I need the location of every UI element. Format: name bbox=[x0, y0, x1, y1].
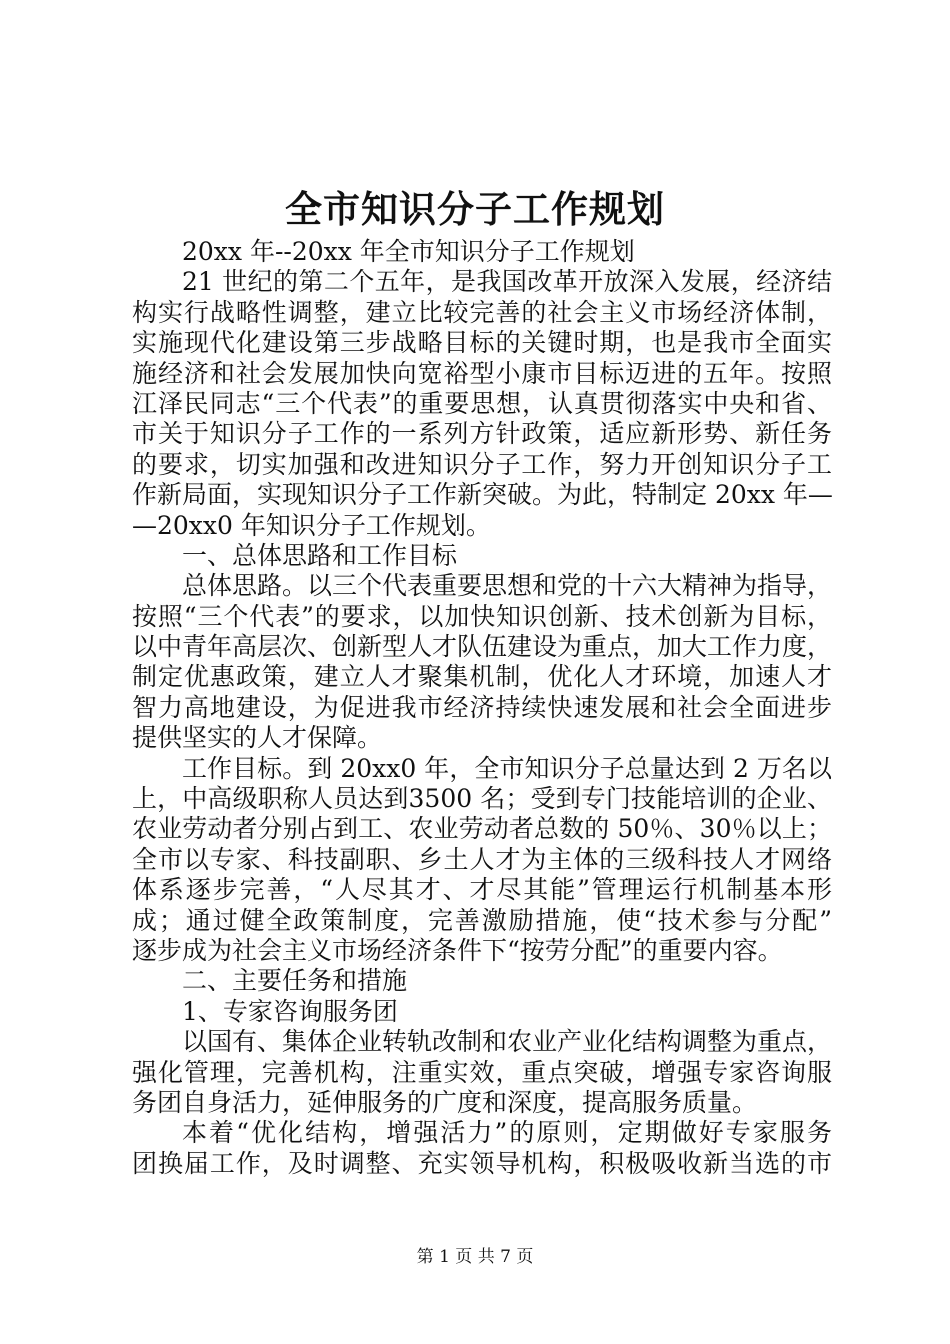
paragraph-line: 本着“优化结构，增强活力”的原则，定期做好专家服务 bbox=[182, 1118, 832, 1148]
paragraph-line: 智力高地建设，为促进我市经济持续快速发展和社会全面进步 bbox=[132, 692, 832, 722]
paragraph-line: 逐步成为社会主义市场经济条件下“按劳分配”的重要内容。 bbox=[132, 935, 783, 965]
section-heading: 二、主要任务和措施 bbox=[182, 966, 408, 996]
paragraph-line: 的要求，切实加强和改进知识分子工作，努力开创知识分子工 bbox=[132, 449, 832, 479]
section-heading: 一、总体思路和工作目标 bbox=[182, 540, 458, 570]
paragraph-line: 提供坚实的人才保障。 bbox=[132, 723, 383, 753]
paragraph-line: 江泽民同志“三个代表”的重要思想，认真贯彻落实中央和省、 bbox=[132, 388, 832, 418]
paragraph-line: 21 世纪的第二个五年，是我国改革开放深入发展，经济结 bbox=[182, 267, 832, 297]
paragraph-line: 以国有、集体企业转轨改制和农业产业化结构调整为重点， bbox=[182, 1027, 833, 1057]
paragraph-line: 作新局面，实现知识分子工作新突破。为此，特制定 20xx 年— bbox=[132, 480, 833, 510]
document-body bbox=[132, 237, 832, 1179]
paragraph-line: 实施现代化建设第三步战略目标的关键时期，也是我市全面实 bbox=[132, 328, 832, 358]
subsection-heading: 1、专家咨询服务团 bbox=[182, 996, 398, 1026]
paragraph-line: —20xx0 年知识分子工作规划。 bbox=[132, 510, 491, 540]
document-subtitle: 20xx 年--20xx 年全市知识分子工作规划 bbox=[182, 237, 635, 266]
paragraph-line: 总体思路。以三个代表重要思想和党的十六大精神为指导， bbox=[182, 571, 833, 601]
paragraph-line: 成；通过健全政策制度，完善激励措施，使“技术参与分配” bbox=[132, 905, 832, 935]
paragraph-line: 上，中高级职称人员达到3500 名；受到专门技能培训的企业、 bbox=[132, 784, 832, 814]
paragraph-line: 构实行战略性调整，建立比较完善的社会主义市场经济体制， bbox=[132, 297, 832, 327]
paragraph-line: 施经济和社会发展加快向宽裕型小康市目标迈进的五年。按照 bbox=[132, 358, 832, 388]
paragraph-line: 团换届工作，及时调整、充实领导机构，积极吸收新当选的市 bbox=[132, 1148, 832, 1178]
paragraph-line: 工作目标。到 20xx0 年，全市知识分子总量达到 2 万名以 bbox=[182, 753, 832, 783]
paragraph-line: 以中青年高层次、创新型人才队伍建设为重点，加大工作力度， bbox=[132, 632, 833, 662]
paragraph-line: 农业劳动者分别占到工、农业劳动者总数的 50％、30％以上； bbox=[132, 814, 832, 844]
paragraph-line: 制定优惠政策，建立人才聚集机制，优化人才环境，加速人才 bbox=[132, 662, 832, 692]
paragraph-line: 市关于知识分子工作的一系列方针政策，适应新形势、新任务 bbox=[132, 419, 832, 449]
document-title: 全市知识分子工作规划 bbox=[285, 187, 665, 231]
paragraph-line: 全市以专家、科技副职、乡土人才为主体的三级科技人才网络 bbox=[132, 844, 832, 874]
paragraph-line: 体系逐步完善，“人尽其才、才尽其能”管理运行机制基本形 bbox=[132, 875, 832, 905]
paragraph-line: 务团自身活力，延伸服务的广度和深度，提高服务质量。 bbox=[132, 1087, 758, 1117]
page-footer: 第 1 页 共 7 页 bbox=[416, 1247, 534, 1267]
paragraph-line: 强化管理，完善机构，注重实效，重点突破，增强专家咨询服 bbox=[132, 1057, 832, 1087]
paragraph-line: 按照“三个代表”的要求，以加快知识创新、技术创新为目标， bbox=[132, 601, 832, 631]
